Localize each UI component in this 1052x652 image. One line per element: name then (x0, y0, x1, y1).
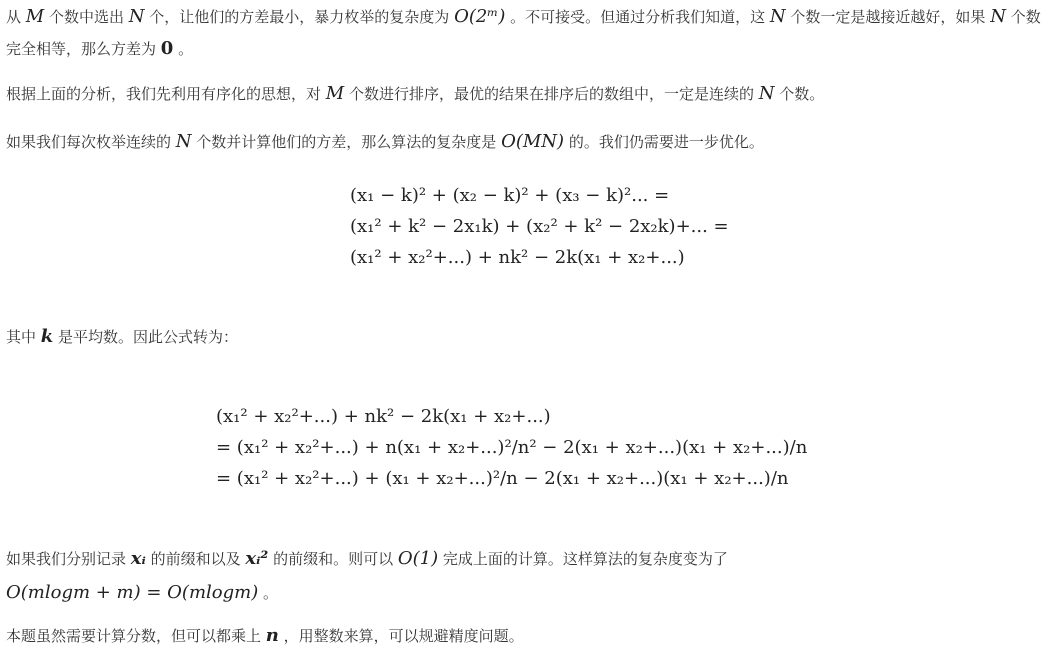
text: 个，让他们的方差最小，暴力枚举的复杂度为 (144, 8, 455, 26)
text: 个数一定是越接近越好，如果 (785, 8, 991, 26)
equation-line: (x₁² + k² − 2x₁k) + (x₂² + k² − 2x₂k)+... = (350, 216, 729, 237)
math-final-complexity: O(mlogm + m) = O(mlogm) (6, 582, 259, 603)
math-k: k (40, 326, 54, 347)
equation-expansion (6, 180, 1046, 273)
paragraph-precision (6, 620, 1046, 652)
text: 从 (6, 8, 26, 26)
text: ，用整数来算，可以规避精度问题。 (278, 627, 524, 645)
math-N: N (769, 6, 786, 27)
text: 。 (258, 584, 279, 602)
text: 个数中选出 (44, 8, 129, 26)
text: 其中 (6, 328, 41, 346)
text: 个数并计算他们的方差，那么算法的复杂度是 (191, 133, 502, 151)
math-M: M (325, 83, 345, 104)
equation-line: = (x₁² + x₂²+...) + (x₁ + x₂+...)²/n − 2(x₁ + x₂+...)(x₁ + x₂+...)/n (216, 468, 789, 489)
text: 完成上面的计算。这样算法的复杂度变为了 (438, 550, 728, 568)
math-xi: xᵢ (130, 548, 146, 569)
math-complexity: O(2ᵐ) (454, 6, 506, 27)
equation-line: (x₁² + x₂²+...) + nk² − 2k(x₁ + x₂+...) (216, 406, 551, 427)
equation-line: (x₁ − k)² + (x₂ − k)² + (x₃ − k)²... = (350, 185, 670, 206)
math-N: N (175, 131, 192, 152)
text: 如果我们每次枚举连续的 (6, 133, 176, 151)
math-N: N (128, 6, 145, 27)
math-o1: O(1) (397, 548, 439, 569)
equation-transform (6, 401, 1046, 494)
text: 的前缀和。则可以 (268, 550, 398, 568)
paragraph-complexity (6, 126, 1046, 158)
paragraph-mean (6, 321, 1046, 353)
text: 个数。 (774, 85, 825, 103)
math-M: M (25, 6, 45, 27)
math-n: n (265, 625, 279, 646)
text: 个数进行排序，最优的结果在排序后的数组中，一定是连续的 (344, 85, 759, 103)
math-N: N (990, 6, 1006, 27)
math-complexity: O(MN) (501, 131, 565, 152)
paragraph-brute-force (6, 0, 1046, 65)
text: 。 (173, 40, 194, 58)
equation-line: (x₁² + x₂²+...) + nk² − 2k(x₁ + x₂+...) (350, 247, 685, 268)
text: 的。我们仍需要进一步优化。 (564, 133, 764, 151)
text: 的前缀和以及 (145, 550, 246, 568)
math-N: N (758, 83, 775, 104)
text: 是平均数。因此公式转为： (53, 328, 239, 346)
equation-line: = (x₁² + x₂²+...) + n(x₁ + x₂+...)²/n² − 2(x₁ + x₂+...)(x₁ + x₂+...)/n (216, 437, 808, 458)
text: 个数完全相等，那么方差为 (6, 8, 1041, 58)
text: 如果我们分别记录 (6, 550, 131, 568)
math-xi-squared: xᵢ² (245, 548, 269, 569)
math-zero: 0 (160, 38, 174, 59)
text: 本题虽然需要计算分数，但可以都乘上 (6, 627, 266, 645)
text: 。不可接受。但通过分析我们知道，这 (505, 8, 770, 26)
text: 根据上面的分析，我们先利用有序化的思想，对 (6, 85, 326, 103)
paragraph-sorting (6, 78, 1046, 110)
